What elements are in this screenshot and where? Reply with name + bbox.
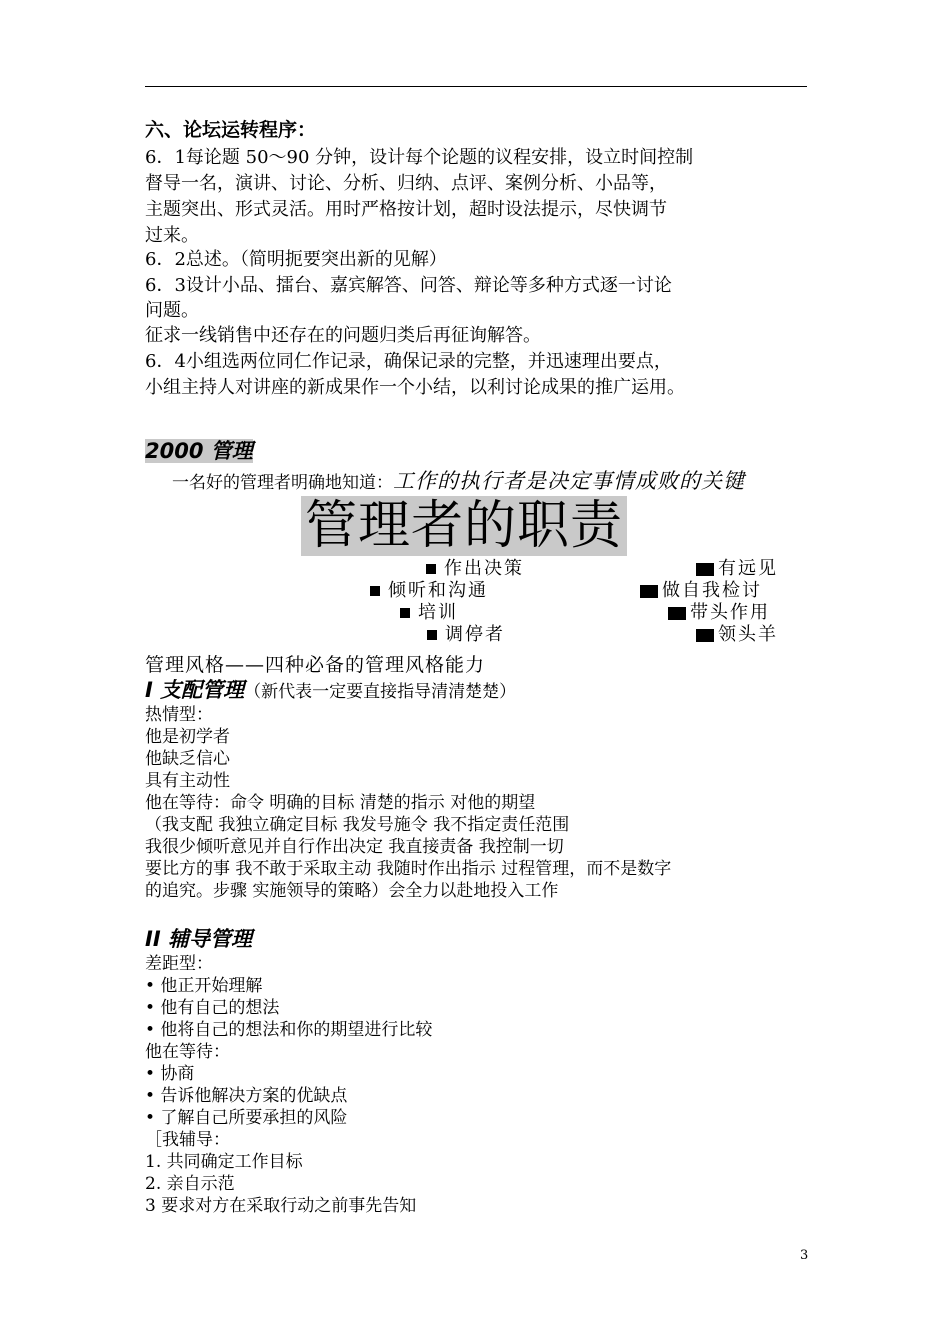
styles-title: 管理风格——四种必备的管理风格能力 xyxy=(145,654,486,676)
bullet-square-icon xyxy=(400,608,410,618)
paragraph-line: 问题。 xyxy=(145,300,199,321)
paragraph-line: 小组主持人对讲座的新成果作一个小结，以利讨论成果的推广运用。 xyxy=(145,377,685,398)
duty-item: 倾听和沟通 xyxy=(370,580,488,602)
duty-item: 作出决策 xyxy=(426,558,524,580)
header-rule xyxy=(145,86,807,87)
style-heading-dominate: I 支配管理（新代表一定要直接指导清清楚楚） xyxy=(145,678,517,702)
duty-item: 做自我检讨 xyxy=(640,580,762,602)
text-line: 具有主动性 xyxy=(145,771,230,791)
duty-item: 培训 xyxy=(400,602,458,624)
text-line: 差距型： xyxy=(145,954,213,974)
paragraph-line: 征求一线销售中还存在的问题归类后再征询解答。 xyxy=(145,325,541,346)
text-line: 热情型： xyxy=(145,705,213,725)
bullet-square-icon xyxy=(696,563,714,576)
bullet-square-icon xyxy=(370,586,380,596)
style-heading-coach: II 辅导管理 xyxy=(145,927,252,951)
list-item: • 了解自己所要承担的风险 xyxy=(145,1108,348,1128)
text-line: 他缺乏信心 xyxy=(145,749,230,769)
intro-text: 一名好的管理者明确地知道： xyxy=(172,473,393,493)
duty-item: 有远见 xyxy=(696,558,778,580)
paragraph-line: 主题突出、形式灵活。用时严格按计划，超时设法提示，尽快调节 xyxy=(145,199,667,220)
key-quote: 工作的执行者是决定事情成败的关键 xyxy=(393,469,745,493)
paragraph-line: 6．2总述。（简明扼要突出新的见解） xyxy=(145,249,447,270)
list-item: • 他有自己的想法 xyxy=(145,998,280,1018)
duty-item: 带头作用 xyxy=(668,602,770,624)
list-item: 1. 共同确定工作目标 xyxy=(145,1152,303,1172)
bullet-square-icon xyxy=(426,564,436,574)
text-line: （我支配 我独立确定目标 我发号施令 我不指定责任范围 xyxy=(145,815,570,835)
paragraph-line: 6．1每论题 50～90 分钟，设计每个论题的议程安排，设立时间控制 xyxy=(145,147,694,168)
bullet-square-icon xyxy=(668,607,686,620)
text-line: ［我辅导： xyxy=(145,1130,230,1150)
heading-note: （新代表一定要直接指导清清楚楚） xyxy=(244,682,517,702)
text-line: 他在等待：命令 明确的目标 清楚的指示 对他的期望 xyxy=(145,793,536,813)
list-item: • 协商 xyxy=(145,1064,195,1084)
text-line: 他在等待： xyxy=(145,1042,230,1062)
section-title: 六、论坛运转程序： xyxy=(145,119,317,141)
intro-line xyxy=(172,470,745,494)
bullet-square-icon xyxy=(696,629,714,642)
duty-item: 领头羊 xyxy=(696,624,778,646)
duty-item: 调停者 xyxy=(427,624,505,646)
paragraph-line: 督导一名，演讲、讨论、分析、归纳、点评、案例分析、小品等， xyxy=(145,173,667,194)
list-item: • 他正开始理解 xyxy=(145,976,263,996)
list-item: • 他将自己的想法和你的期望进行比较 xyxy=(145,1020,433,1040)
list-item: • 告诉他解决方案的优缺点 xyxy=(145,1086,348,1106)
bullet-square-icon xyxy=(640,585,658,598)
paragraph-line: 过来。 xyxy=(145,225,199,246)
page-number: 3 xyxy=(800,1248,809,1263)
paragraph-line: 6．3设计小品、擂台、嘉宾解答、问答、辩论等多种方式逐一讨论 xyxy=(145,275,672,296)
list-item: 2. 亲自示范 xyxy=(145,1174,235,1194)
text-line: 的追究。步骤 实施领导的策略）会全力以赴地投入工作 xyxy=(145,881,559,901)
duties-title: 管理者的职责 xyxy=(301,496,627,556)
text-line: 要比方的事 我不敢于采取主动 我随时作出指示 过程管理，而不是数字 xyxy=(145,859,672,879)
bullet-square-icon xyxy=(427,630,437,640)
list-item: 3 要求对方在采取行动之前事先告知 xyxy=(145,1196,417,1216)
section-heading: 2000 管理 xyxy=(145,439,253,463)
paragraph-line: 6．4小组选两位同仁作记录，确保记录的完整，并迅速理出要点， xyxy=(145,351,672,372)
text-line: 他是初学者 xyxy=(145,727,230,747)
text-line: 我很少倾听意见并自行作出决定 我直接责备 我控制一切 xyxy=(145,837,564,857)
